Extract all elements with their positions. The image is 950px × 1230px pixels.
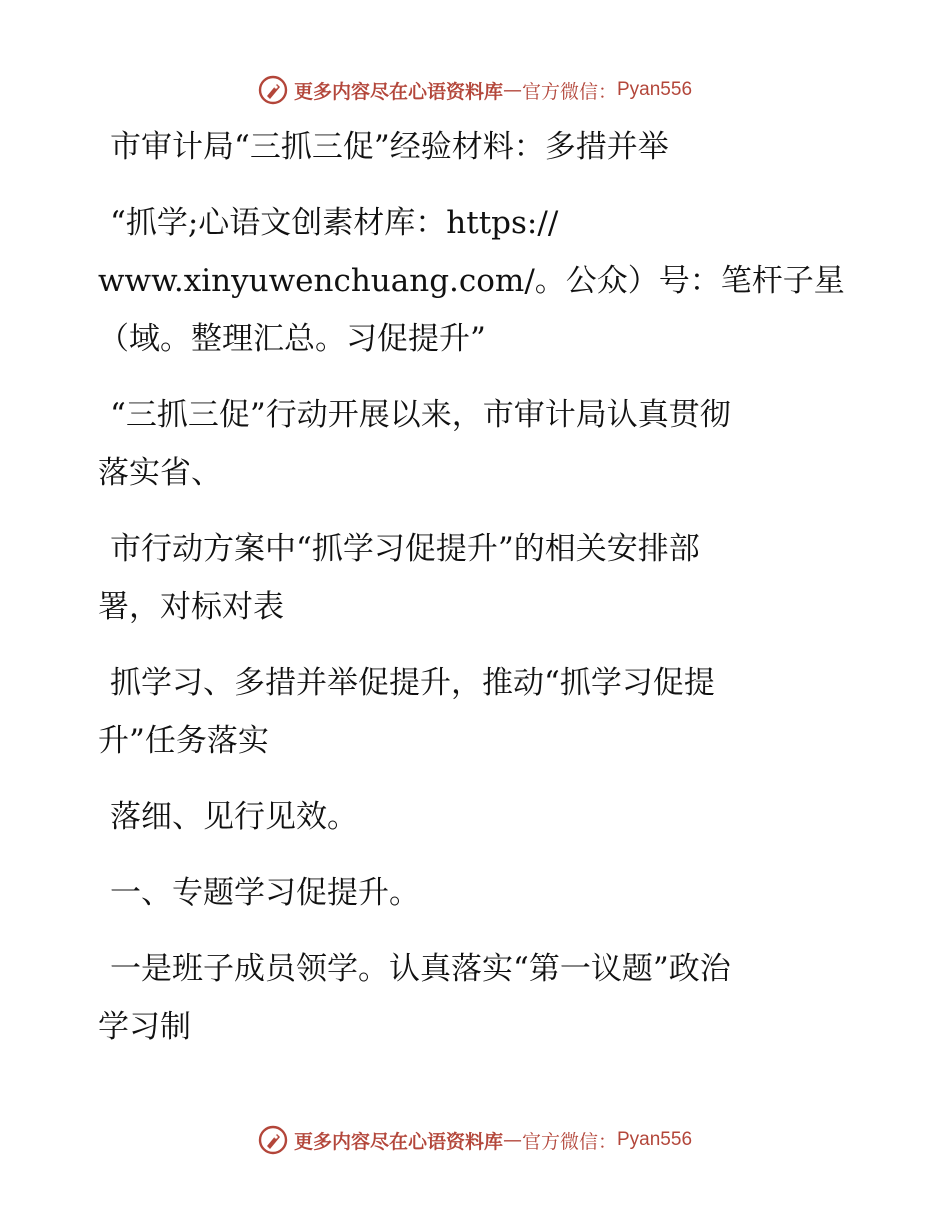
paragraph — [98, 386, 858, 502]
banner-wechat-label: 官方微信： — [521, 80, 617, 103]
text-line: 一是班子成员领学。认真落实“第一议题”政治 — [110, 951, 731, 987]
text-line: 一、专题学习促提升。 — [110, 875, 420, 911]
text-line: 落实省、 — [98, 455, 222, 491]
text-line: “三抓三促”行动开展以来，市审计局认真贯彻 — [110, 397, 731, 433]
text-line: （域。整理汇总。习促提升” — [98, 321, 486, 357]
banner-wechat-id: Pyan556 — [617, 1129, 693, 1150]
text-line: 升”任务落实 — [98, 723, 269, 759]
paragraph — [98, 940, 858, 1056]
text-line: 学习制 — [98, 1009, 191, 1045]
paragraph-heading — [98, 864, 858, 922]
text-line: 市审计局“三抓三促”经验材料：多措并举 — [110, 129, 669, 165]
footer-banner — [0, 1122, 950, 1158]
text-line: 落细、见行见效。 — [110, 799, 358, 835]
paragraph — [98, 788, 858, 846]
text-line: 署，对标对表 — [98, 589, 284, 625]
banner-wechat-label: 官方微信： — [521, 1130, 617, 1153]
document-body — [98, 118, 858, 1056]
text-line: 抓学习、多措并举促提升，推动“抓学习促提 — [110, 665, 715, 701]
text-line: www.xinyuwenchuang.com/。公众）号：笔杆子星 — [98, 263, 845, 299]
banner-text: 更多内容尽在心语资料库 — [293, 1130, 503, 1153]
banner-dash: — — [502, 79, 522, 101]
pen-nib-logo-icon — [258, 1125, 288, 1155]
header-banner — [0, 72, 950, 108]
paragraph — [98, 194, 858, 368]
pen-nib-logo-icon — [258, 75, 288, 105]
banner-text: 更多内容尽在心语资料库 — [293, 80, 503, 103]
text-line: “抓学;心语文创素材库：https:// — [110, 205, 559, 241]
paragraph — [98, 654, 858, 770]
paragraph-title — [98, 118, 858, 176]
banner-dash: — — [502, 1129, 522, 1151]
banner-wechat-id: Pyan556 — [617, 79, 693, 100]
paragraph — [98, 520, 858, 636]
text-line: 市行动方案中“抓学习促提升”的相关安排部 — [110, 531, 700, 567]
